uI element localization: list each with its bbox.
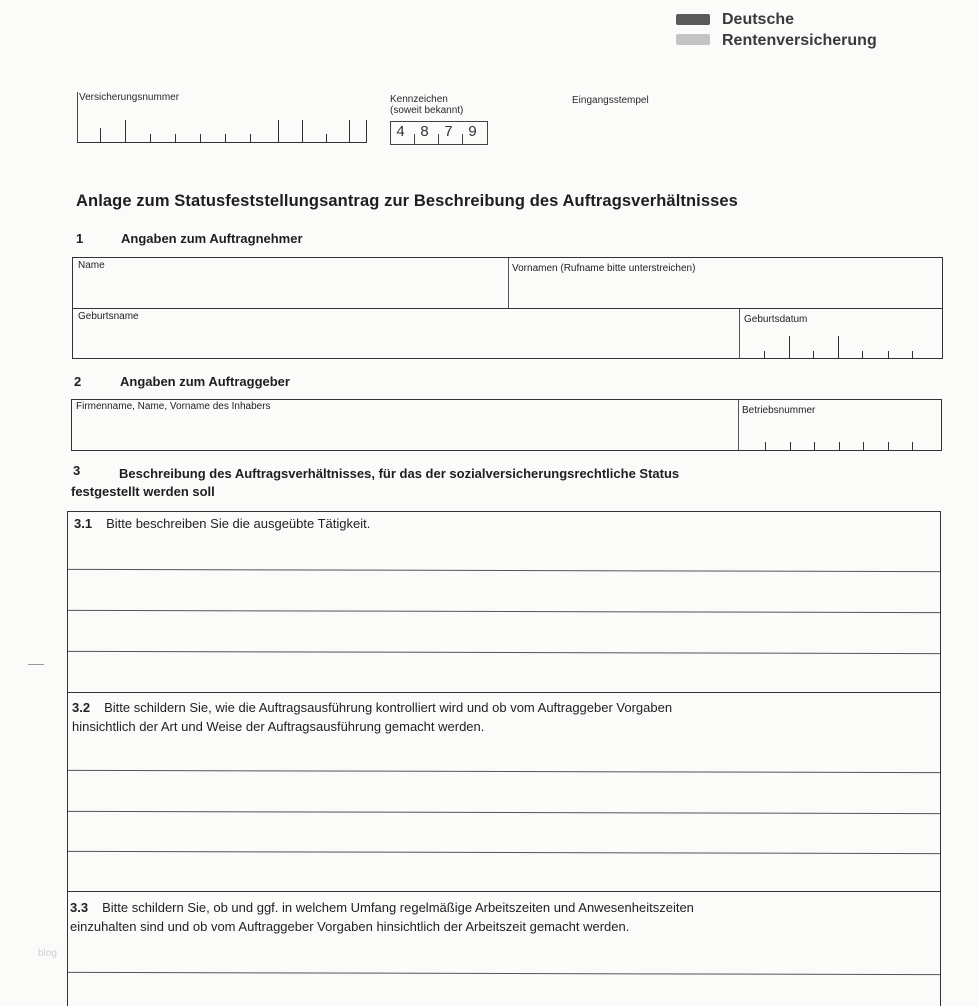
tick <box>125 120 126 142</box>
question-3-3-number: 3.3 <box>70 900 89 915</box>
logo-bar-dark <box>676 14 710 25</box>
kennzeichen-digit: 4 <box>396 124 406 141</box>
tick <box>863 442 864 450</box>
tick <box>888 442 889 450</box>
tick <box>366 120 367 142</box>
document-title: Anlage zum Statusfeststellungsantrag zur Beschreibung des Auftragsverhältnisses <box>76 192 738 210</box>
question-3-2-number: 3.2 <box>72 700 91 715</box>
versicherungsnummer-label: Versicherungsnummer <box>79 92 180 103</box>
geburtsname-field[interactable]: Geburtsname <box>78 311 139 322</box>
eingangsstempel-label: Eingangsstempel <box>572 95 649 106</box>
tick <box>302 120 303 142</box>
tick <box>839 442 840 450</box>
tick <box>225 134 226 142</box>
question-3-1-number: 3.1 <box>74 516 93 531</box>
logo-bar-light <box>676 34 710 45</box>
question-3-1-text: Bitte beschreiben Sie die ausgeübte Tätigkeit. <box>106 516 371 531</box>
betriebsnummer-divider <box>738 400 739 450</box>
tick <box>326 134 327 142</box>
question-divider <box>67 692 940 693</box>
kennzeichen-sublabel: (soweit bekannt) <box>390 105 464 116</box>
kennzeichen-divider <box>462 134 463 145</box>
section3-number: 3 <box>73 463 81 478</box>
vornamen-field[interactable]: Vornamen (Rufname bitte unterstreichen) <box>512 263 696 274</box>
tick <box>764 351 765 359</box>
kennzeichen-label: Kennzeichen <box>390 94 448 105</box>
tick <box>912 442 913 450</box>
question-3-3-line1: Bitte schildern Sie, ob und ggf. in welchem Umfang regelmäßige Arbeitszeiten und Anwesenheitszeiten <box>102 900 694 915</box>
geburtsdatum-divider <box>739 309 740 359</box>
logo-line1: Deutsche <box>722 11 795 28</box>
kennzeichen-digit: 7 <box>444 124 454 141</box>
tick <box>862 351 863 359</box>
betriebsnummer-field[interactable]: Betriebsnummer <box>742 405 816 416</box>
tick <box>838 336 839 359</box>
tick <box>175 134 176 142</box>
question-3-2-line1: Bitte schildern Sie, wie die Auftragsausführung kontrolliert wird und ob vom Auftraggeber Vorgaben <box>104 700 673 715</box>
tick <box>814 442 815 450</box>
firmenname-field[interactable]: Firmenname, Name, Vorname des Inhabers <box>76 401 271 412</box>
section3-heading-line1: Beschreibung des Auftragsverhältnisses, für das der sozialversicherungsrechtliche Status <box>119 466 680 481</box>
section2-number: 2 <box>74 374 82 389</box>
kennzeichen-digit: 8 <box>420 124 430 141</box>
section2-heading: Angaben zum Auftraggeber <box>120 374 290 389</box>
tick <box>250 134 251 142</box>
watermark-text: blog <box>38 948 57 959</box>
name-vornamen-divider <box>508 258 509 308</box>
question-3-1 <box>74 514 370 533</box>
question-3-2-line2: hinsichtlich der Art und Weise der Auftragsausführung gemacht werden. <box>72 719 485 734</box>
tick <box>789 336 790 359</box>
tick <box>790 442 791 450</box>
section3-heading-line2: festgestellt werden soll <box>71 484 215 499</box>
kennzeichen-divider <box>414 134 415 145</box>
logo-line2: Rentenversicherung <box>722 32 877 49</box>
tick <box>150 134 151 142</box>
tick <box>813 351 814 359</box>
tick <box>100 128 101 142</box>
field-left-border <box>77 92 78 142</box>
question-divider <box>67 891 940 892</box>
tick <box>349 120 350 142</box>
tick <box>888 351 889 359</box>
question-3-2 <box>72 698 672 736</box>
tick <box>200 134 201 142</box>
kennzeichen-digit: 9 <box>468 124 478 141</box>
margin-mark <box>28 664 44 665</box>
section1-row-divider <box>73 308 942 309</box>
tick <box>278 120 279 142</box>
section1-number: 1 <box>76 231 84 246</box>
question-3-3 <box>70 898 694 936</box>
name-field[interactable]: Name <box>78 260 105 271</box>
kennzeichen-divider <box>438 134 439 145</box>
tick <box>765 442 766 450</box>
question-3-3-line2: einzuhalten sind und ob vom Auftraggeber Vorgaben hinsichtlich der Arbeitszeit gemacht werden. <box>70 919 630 934</box>
section1-heading: Angaben zum Auftragnehmer <box>121 231 303 246</box>
geburtsdatum-field[interactable]: Geburtsdatum <box>744 314 808 325</box>
tick <box>912 351 913 359</box>
field-bottom-line <box>77 142 367 143</box>
